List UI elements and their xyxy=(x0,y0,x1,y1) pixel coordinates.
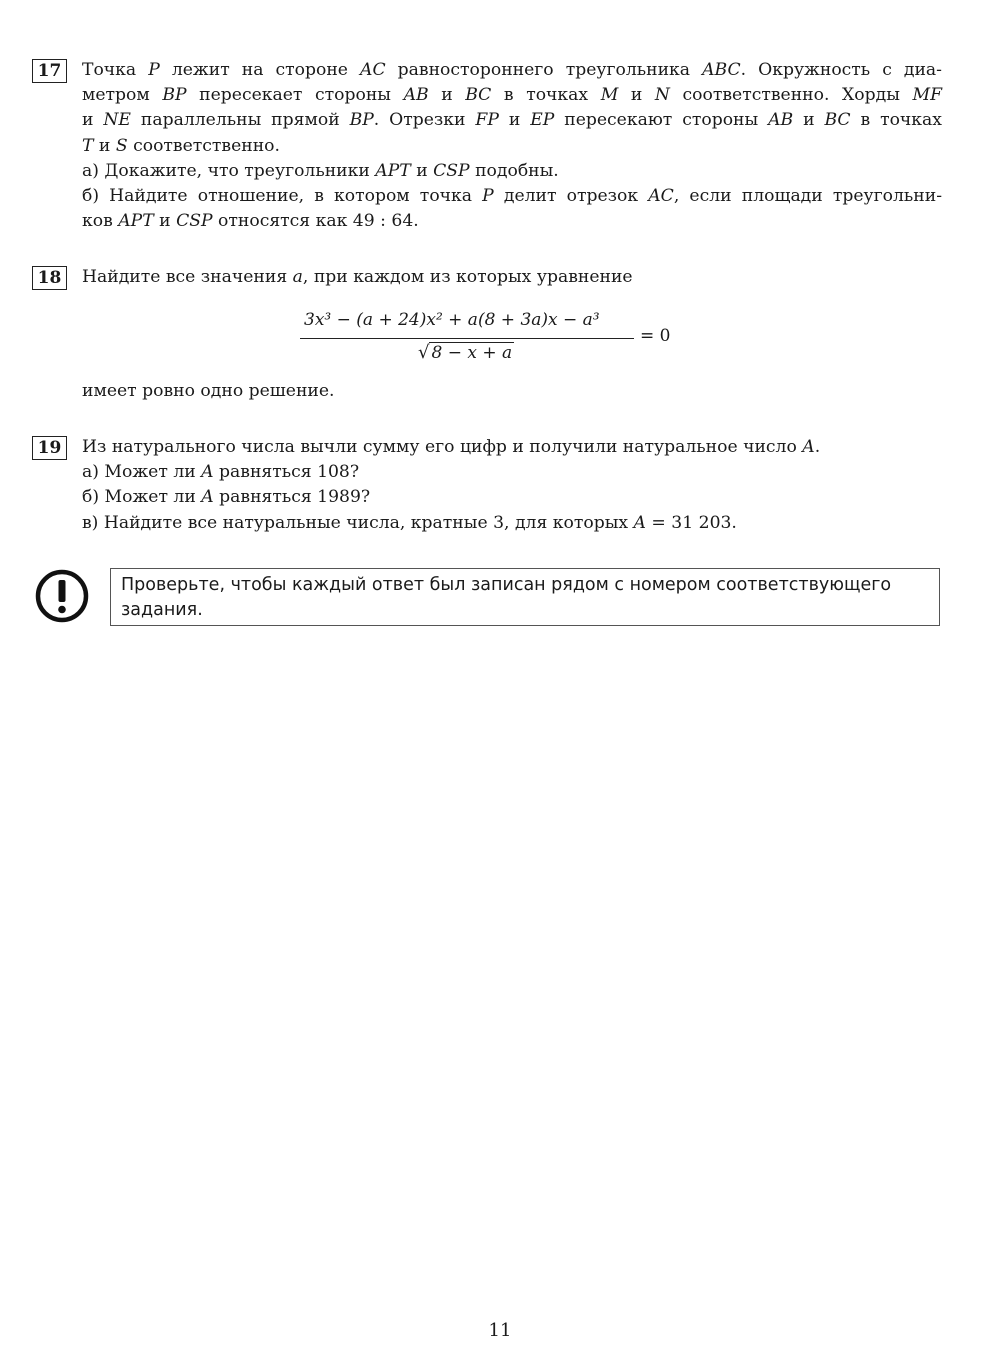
equation-rhs: = 0 xyxy=(640,326,671,346)
task-text xyxy=(82,435,942,536)
text-line: в) Найдите все натуральные числа, кратные 3, для которых A = 31 203. xyxy=(82,512,737,533)
task-18-outro xyxy=(32,379,942,404)
exclamation-circle-icon xyxy=(35,569,89,623)
text-line: а) Может ли A равняться 108? xyxy=(82,462,360,483)
task-number: 17 xyxy=(32,59,67,83)
task-17 xyxy=(32,58,942,234)
task-number: 19 xyxy=(32,436,67,460)
text-line: б) Может ли A равняться 1989? xyxy=(82,487,371,508)
task-text xyxy=(82,58,942,234)
fraction-bar xyxy=(300,338,634,339)
equation-numerator: 3x³ − (a + 24)x² + a(8 + 3a)x − a³ xyxy=(304,310,600,330)
task-18 xyxy=(32,265,942,290)
text-line: метром BP пересекает стороны AB и BC в точках M и N соответственно. Хорды MF xyxy=(82,85,942,106)
text-line: Из натурального числа вычли сумму его цифр и получили натуральное число A. xyxy=(82,437,821,457)
text-line: имеет ровно одно решение. xyxy=(82,381,335,401)
text-line: Точка P лежит на стороне AC равностороннего треугольника ABC. Окружность с диа- xyxy=(82,60,942,80)
text-line: б) Найдите отношение, в котором точка P делит отрезок AC, если площади треугольни- xyxy=(82,186,942,207)
task-text xyxy=(82,379,942,404)
text-line: а) Докажите, что треугольники APT и CSP подобны. xyxy=(82,160,559,181)
task-number: 18 xyxy=(32,266,67,290)
text-line: ков APT и CSP относятся как 49 : 64. xyxy=(82,211,419,232)
page-number: 11 xyxy=(488,1320,512,1341)
sqrt-icon: √ xyxy=(418,342,430,363)
notice-text: Проверьте, чтобы каждый ответ был записан рядом с номером соответствующего задания. xyxy=(121,575,892,620)
task-text xyxy=(82,265,942,290)
equation-denominator: √ 8 − x + a xyxy=(418,342,513,363)
text-line: и NE параллельны прямой BP. Отрезки FP и EP пересекают стороны AB и BC в точках xyxy=(82,110,942,131)
task-19 xyxy=(32,435,942,536)
text-line: T и S соответственно. xyxy=(82,135,280,156)
text-line: Найдите все значения a, при каждом из которых уравнение xyxy=(82,267,633,287)
equation xyxy=(300,308,680,368)
notice-box xyxy=(110,568,940,626)
